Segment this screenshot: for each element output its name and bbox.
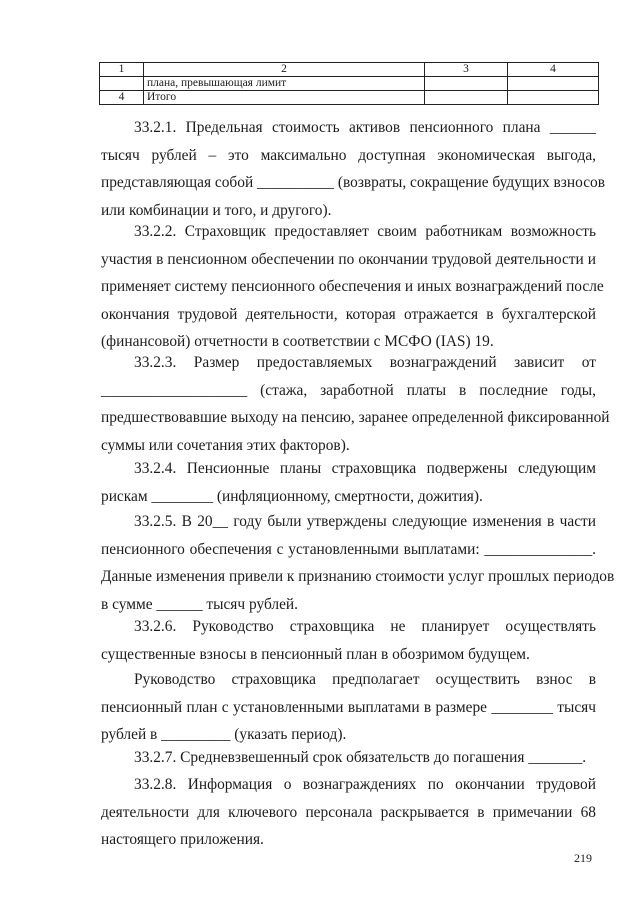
paragraph-33-2-1 (101, 114, 605, 224)
text-line: ___________________ (стажа, заработной платы в последние годы, (101, 381, 596, 399)
text-line: пенсионный план с установленными выплатами в размере ________ тысяч (101, 698, 596, 716)
table-cell: 4 (100, 91, 144, 105)
text-line: окончания трудовой деятельности, которая отражается в бухгалтерской (101, 305, 596, 323)
text-line: 33.2.6. Руководство страховщика не планирует осуществлять (134, 618, 596, 635)
text-line: или комбинации и того, и другого). (101, 201, 332, 219)
text-line: в сумме ______ тысяч рублей. (101, 595, 299, 613)
continued-table (99, 62, 599, 105)
text-line: существенные взносы в пенсионный план в обозримом будущем. (101, 645, 530, 663)
table-cell (425, 77, 508, 91)
paragraph-33-2-6 (101, 613, 596, 668)
text-line: представляющая собой __________ (возвраты, сокращение будущих взносов (101, 174, 605, 191)
text-line: рублей в _________ (указать период). (101, 726, 347, 743)
table-header-row (100, 63, 599, 77)
text-line: 33.2.7. Средневзвешенный срок обязательств до погашения _______. (134, 749, 587, 766)
paragraph-contribution (101, 666, 596, 749)
text-line: 33.2.2. Страховщик предоставляет своим работникам возможность (134, 223, 596, 240)
text-line: настоящего приложения. (101, 831, 264, 848)
table-row (100, 91, 599, 105)
text-line: участия в пенсионном обеспечении по окончании трудовой деятельности и (101, 250, 596, 268)
page-number: 219 (574, 851, 592, 865)
text-line: 33.2.5. В 20__ году были утверждены следующие изменения в части (134, 513, 596, 530)
table-header-cell: 3 (425, 63, 508, 77)
table-cell: плана, превышающая лимит (144, 77, 425, 91)
table-cell (508, 91, 599, 105)
paragraph-33-2-2 (101, 218, 604, 356)
table-cell: Итого (144, 91, 425, 105)
paragraph-33-2-8 (101, 771, 596, 854)
table-header-cell: 1 (100, 63, 144, 77)
text-line: рискам ________ (инфляционному, смертности, дожития). (101, 487, 483, 505)
text-line: Руководство страховщика предполагает осуществить взнос в (134, 671, 596, 688)
table-row (100, 77, 599, 91)
table-header-cell: 2 (144, 63, 425, 77)
text-line: тысяч рублей – это максимально доступная экономическая выгода, (101, 146, 596, 164)
paragraph-33-2-5 (101, 508, 615, 618)
table-cell (508, 77, 599, 91)
table-header-cell: 4 (508, 63, 599, 77)
table-cell (100, 77, 144, 91)
text-line: 33.2.3. Размер предоставляемых вознаграждений зависит от (134, 354, 596, 371)
text-line: применяет систему пенсионного обеспечения и иных вознаграждений после (101, 278, 604, 295)
text-line: 33.2.4. Пенсионные планы страховщика подвержены следующим (134, 460, 596, 477)
text-line: пенсионного обеспечения с установленными выплатами: ______________. (101, 540, 596, 558)
paragraph-33-2-3 (101, 349, 610, 459)
text-line: 33.2.8. Информация о вознаграждениях по окончании трудовой (134, 776, 596, 793)
text-line: суммы или сочетания этих факторов). (101, 436, 350, 454)
text-line: (финансовой) отчетности в соответствии с МСФО (IAS) 19. (101, 333, 494, 350)
paragraph-33-2-4 (101, 455, 596, 510)
text-line: 33.2.1. Предельная стоимость активов пенсионного плана ______ (134, 119, 596, 136)
paragraph-33-2-7 (101, 744, 596, 772)
text-line: предшествовавшие выходу на пенсию, заранее определенной фиксированной (101, 409, 610, 426)
text-line: Данные изменения привели к признанию стоимости услуг прошлых периодов (101, 568, 615, 585)
text-line: деятельности для ключевого персонала раскрывается в примечании 68 (101, 803, 596, 821)
table-cell (425, 91, 508, 105)
